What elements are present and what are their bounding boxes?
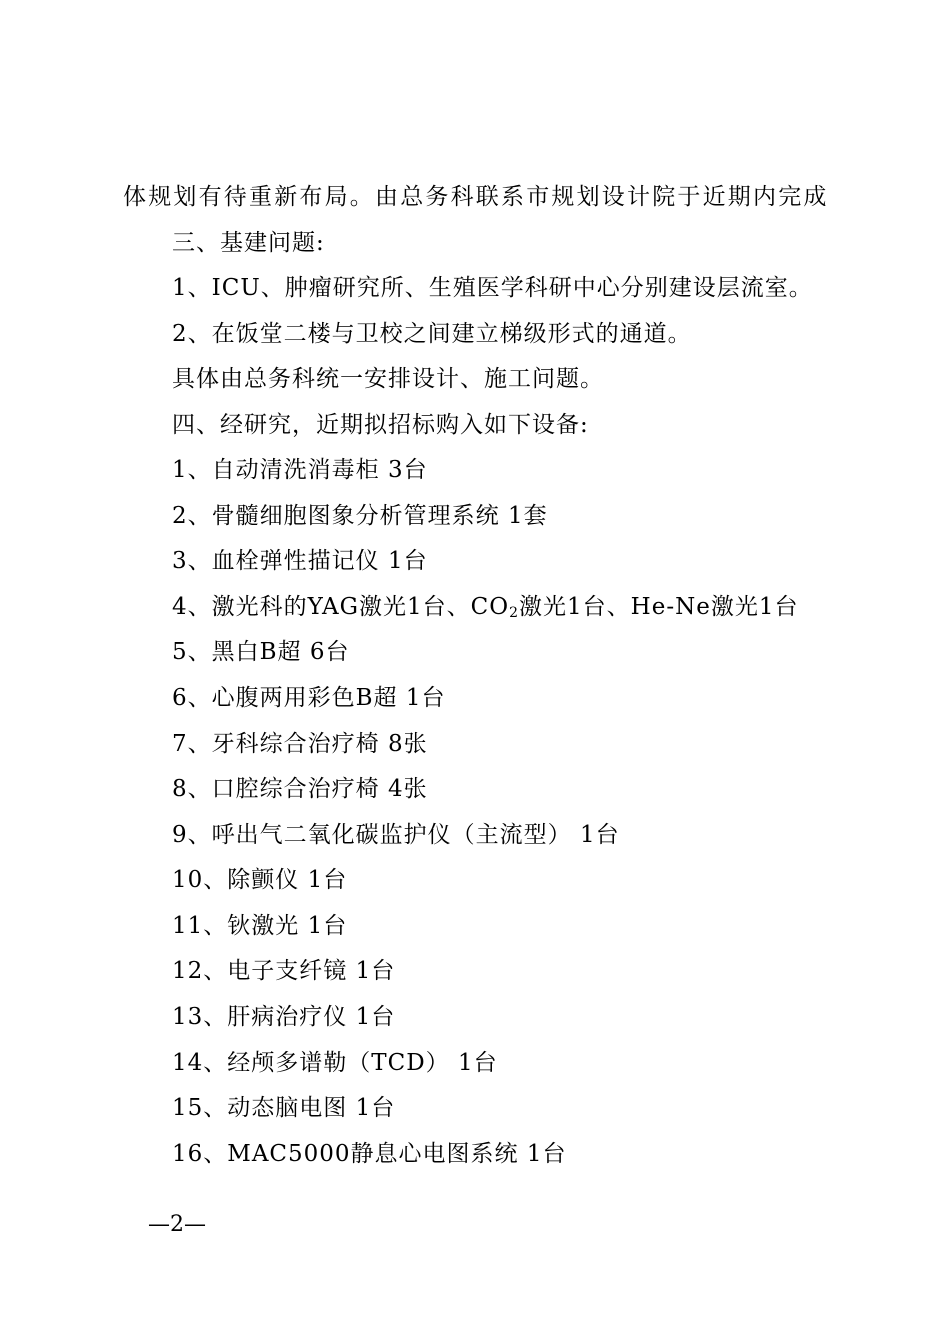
- construction-item-2: 2、在饭堂二楼与卫校之间建立梯级形式的通道。: [172, 321, 692, 347]
- equipment-item-15: 15、动态脑电图 1台: [172, 1095, 396, 1121]
- co2-subscript: 2: [509, 605, 520, 621]
- equipment-item-6: 6、心腹两用彩色B超 1台: [172, 685, 446, 711]
- construction-note: 具体由总务科统一安排设计、施工问题。: [172, 366, 604, 392]
- equipment-item-10: 10、除颤仪 1台: [172, 867, 348, 893]
- equipment-item-8: 8、口腔综合治疗椅 4张: [172, 776, 428, 802]
- equipment-item-9: 9、呼出气二氧化碳监护仪（主流型） 1台: [172, 822, 620, 848]
- section-heading-equipment: 四、经研究，近期拟招标购入如下设备:: [172, 412, 589, 438]
- equipment-item-4: [172, 592, 798, 628]
- equipment-item-4-part-a: 4、激光科的YAG激光1台、CO: [172, 594, 510, 620]
- construction-item-1: 1、ICU、肿瘤研究所、生殖医学科研中心分别建设层流室。: [172, 275, 813, 301]
- section-heading-construction: 三、基建问题:: [172, 230, 325, 256]
- equipment-item-13: 13、肝病治疗仪 1台: [172, 1004, 396, 1030]
- equipment-item-4-part-b: 激光1台、He-Ne激光1台: [519, 594, 799, 620]
- equipment-item-12: 12、电子支纤镜 1台: [172, 958, 396, 984]
- equipment-item-14: 14、经颅多谱勒（TCD） 1台: [172, 1050, 498, 1076]
- equipment-item-5: 5、黑白B超 6台: [172, 639, 350, 665]
- equipment-item-3: 3、血栓弹性描记仪 1台: [172, 548, 428, 574]
- page-number: —2—: [148, 1212, 206, 1237]
- equipment-item-16: 16、MAC5000静息心电图系统 1台: [172, 1141, 567, 1167]
- equipment-item-1: 1、自动清洗消毒柜 3台: [172, 457, 428, 483]
- paragraph-continuation: 体规划有待重新布局。由总务科联系市规划设计院于近期内完成: [123, 184, 829, 210]
- equipment-item-2: 2、骨髓细胞图象分析管理系统 1套: [172, 503, 548, 529]
- equipment-item-11: 11、钬激光 1台: [172, 913, 348, 939]
- equipment-item-7: 7、牙科综合治疗椅 8张: [172, 731, 428, 757]
